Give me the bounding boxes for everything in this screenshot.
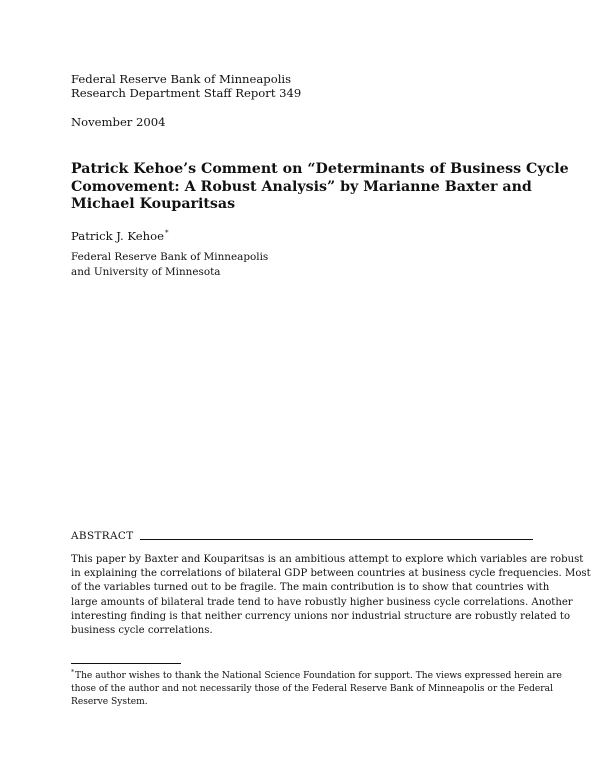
title-line: Comovement: A Robust Analysis” by Marianne Baxter and [71,178,532,195]
author-footnote-mark: * [164,229,169,238]
report-series-line: Research Department Staff Report 349 [71,86,302,100]
footnote-text: The author wishes to thank the National Science Foundation for support. The views expressed herein are [75,671,562,681]
abstract-body [71,553,591,638]
footnote-line: Reserve System. [71,697,148,708]
title-line: Michael Kouparitsas [71,196,236,212]
abstract-line: in explaining the correlations of bilateral GDP between countries at business cycle frequencies. Most [71,568,591,580]
abstract-header [71,526,533,542]
footnote [71,668,562,710]
report-date: November 2004 [71,115,166,129]
abstract-line: business cycle correlations. [71,625,213,637]
paper-title [71,161,569,214]
author-name: Patrick J. Kehoe [71,229,164,243]
abstract-heading: ABSTRACT [71,530,134,542]
author-name-block [71,229,168,243]
author-affiliation [71,250,268,279]
abstract-line: This paper by Baxter and Kouparitsas is an ambitious attempt to explore which variables are robust [71,554,584,565]
affiliation-line: and University of Minnesota [71,265,221,278]
footnote-mark: * [71,668,74,676]
abstract-line: of the variables turned out to be fragile. The main contribution is to show that countries with [71,582,550,594]
title-line: Patrick Kehoe’s Comment on “Determinants of Business Cycle [71,161,569,177]
institution-line: Federal Reserve Bank of Minneapolis [71,72,292,86]
footnote-rule [71,663,181,664]
footnote-line: those of the author and not necessarily those of the Federal Reserve Bank of Minneapolis or the Federal [71,684,553,695]
abstract-line: interesting finding is that neither currency unions nor industrial structure are robustly related to [71,610,571,622]
footnote-line [71,668,562,683]
affiliation-line: Federal Reserve Bank of Minneapolis [71,251,269,263]
abstract-rule [140,539,533,540]
abstract-line: large amounts of bilateral trade tend to have robustly higher business cycle correlations. Another [71,596,573,608]
